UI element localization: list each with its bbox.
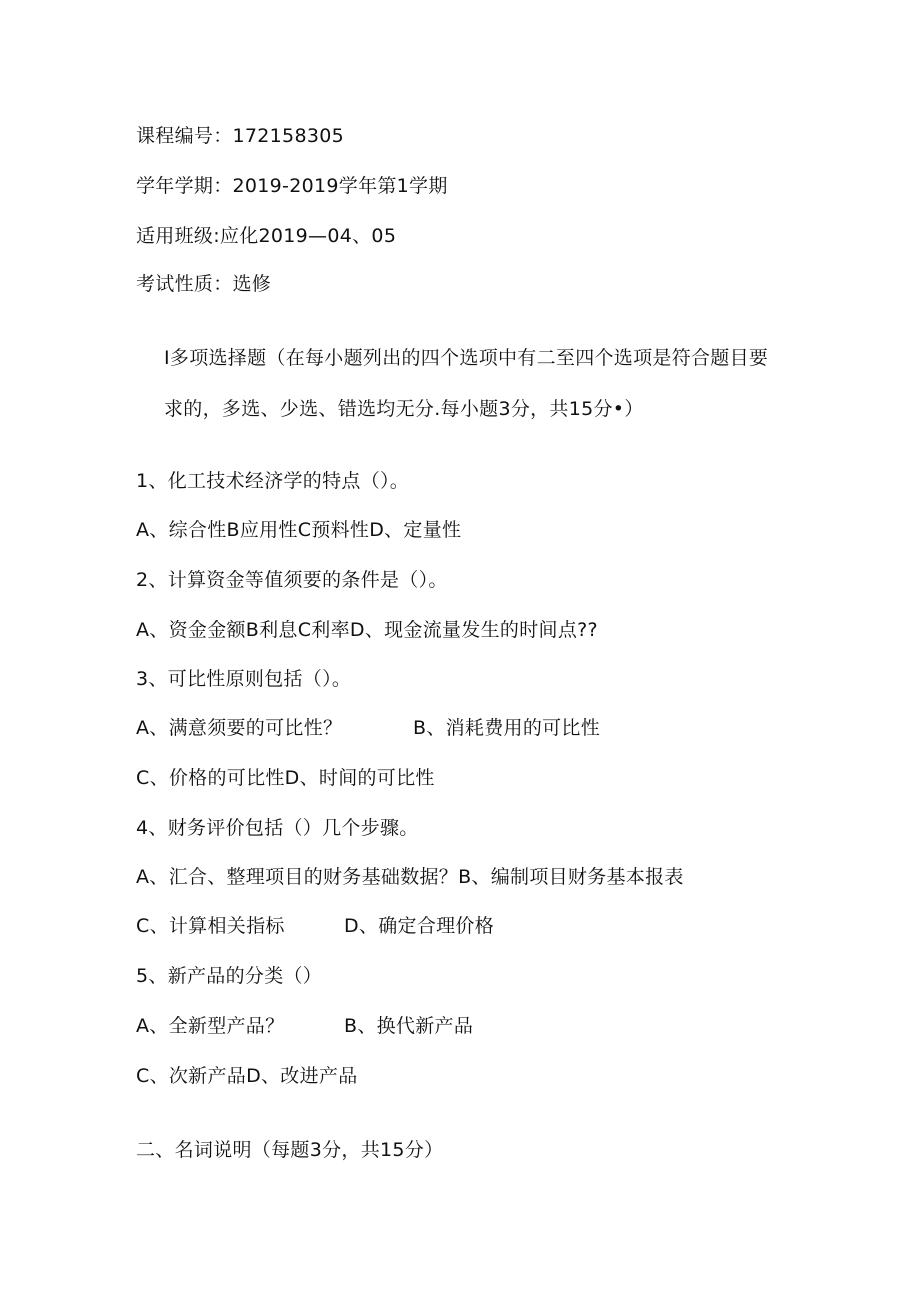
section2-title: 二、名词说明（每题3分，共15分） <box>136 1139 444 1161</box>
q4-options-ab: A、汇合、整理项目的财务基础数据？B、编制项目财务基本报表 <box>136 866 684 888</box>
q4-option-d: D、确定合理价格 <box>344 915 495 937</box>
semester: 学年学期：2019-2019学年第1学期 <box>136 175 448 197</box>
q3-question: 3、可比性原则包括（）。 <box>136 668 352 690</box>
q4-option-c: C、计算相关指标 <box>136 915 285 937</box>
exam-type: 考试性质：选修 <box>136 273 272 295</box>
applicable-class: 适用班级:应化2019—04、05 <box>136 225 397 247</box>
q5-option-b: B、换代新产品 <box>344 1015 474 1037</box>
q5-option-a: A、全新型产品？ <box>136 1015 285 1037</box>
q5-question: 5、新产品的分类（） <box>136 965 323 987</box>
q3-option-b: B、消耗费用的可比性 <box>413 717 601 739</box>
q1-question: 1、化工技术经济学的特点（）。 <box>136 470 410 492</box>
q4-question: 4、财务评价包括（）几个步骤。 <box>136 817 419 839</box>
q3-options-ab <box>136 716 736 740</box>
q1-options: A、综合性B应用性C预料性D、定量性 <box>136 519 462 541</box>
q5-options-ab <box>136 1014 736 1038</box>
q5-options-cd: C、次新产品D、改进产品 <box>136 1065 358 1087</box>
section1-title-line1: I多项选择题（在每小题列出的四个选项中有二至四个选项是符合题目要 <box>164 347 769 369</box>
q4-options-cd <box>136 914 736 938</box>
q3-options-cd: C、价格的可比性D、时间的可比性 <box>136 767 435 789</box>
q2-options: A、资金金额B利息C利率D、现金流量发生的时间点?? <box>136 619 598 641</box>
q3-option-a: A、满意须要的可比性？ <box>136 717 343 739</box>
section1-title-line2: 求的，多选、少选、错选均无分.每小题3分，共15分•） <box>164 398 644 420</box>
q2-question: 2、计算资金等值须要的条件是（）。 <box>136 569 448 591</box>
course-code: 课程编号：172158305 <box>136 125 344 147</box>
